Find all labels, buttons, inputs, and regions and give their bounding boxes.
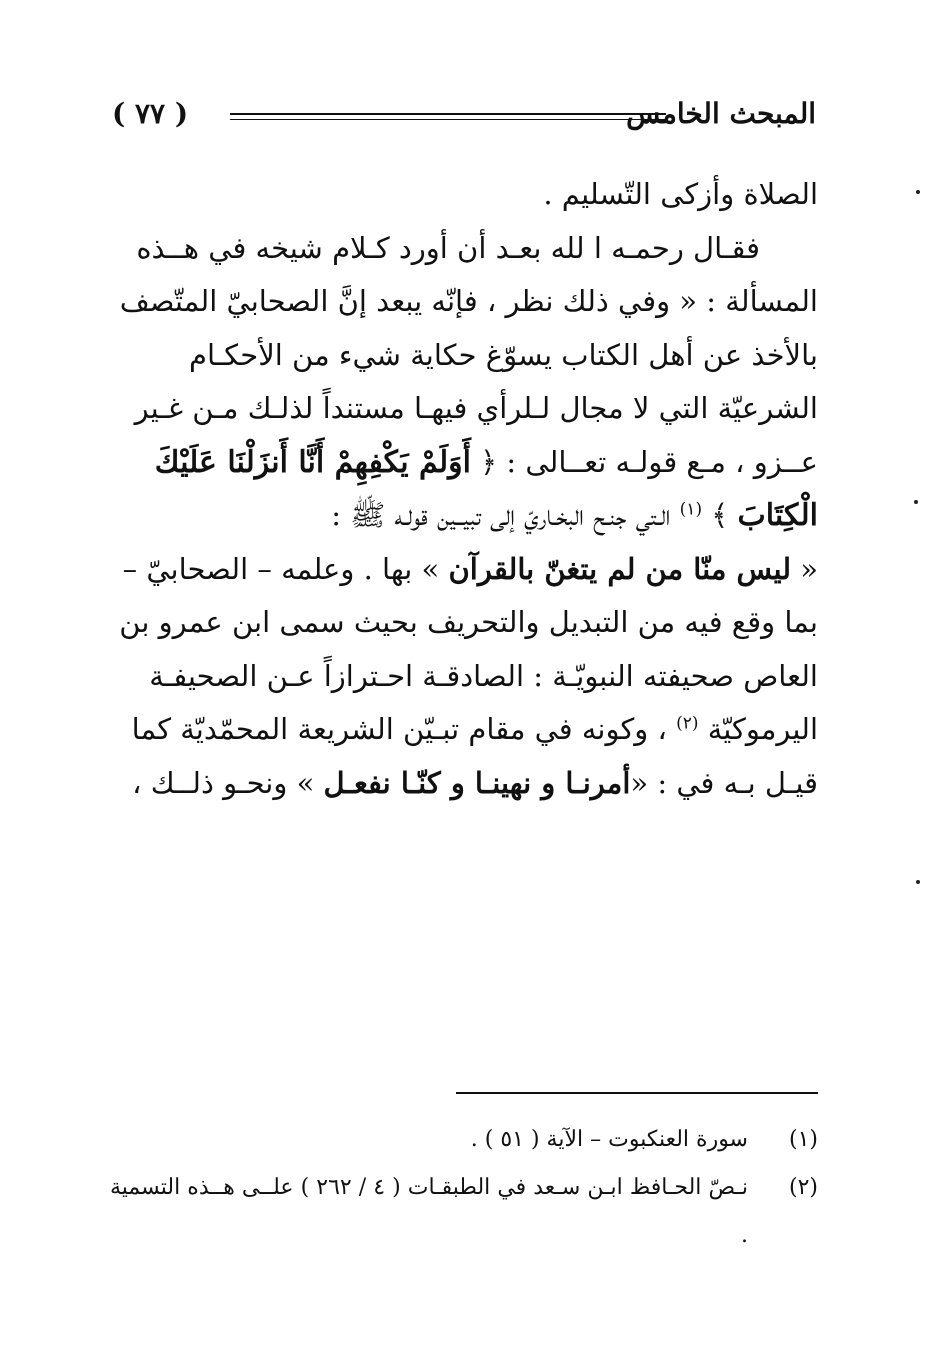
footnote-ref: (١): [679, 499, 703, 520]
text-segment: ، وكونه في مقام تبـيّن الشريعة المحمّديّة كما: [131, 712, 667, 746]
footnote-item: [110, 1164, 818, 1260]
text-line: [108, 543, 818, 597]
text-segment: ﴾: [711, 498, 729, 532]
text-segment: اليرموكيّة: [707, 712, 818, 746]
text-segment: الـتي جنـح البخـاريّ إلى تبيــين قولـه ﷺ :: [331, 498, 671, 532]
text-line: العاص صحيفته النبويّـة : الصادقـة احـترازاً عـن الصحيفـة: [149, 658, 818, 693]
footnotes: [110, 1116, 818, 1260]
footnote-number: (٢): [788, 1175, 818, 1200]
text-line: المسألة : « وفي ذلك نظر ، فإنّه يبعد إنَّ الصحابيّ المتّصف: [119, 284, 818, 318]
text-line: [108, 703, 818, 757]
text-segment: قيـل بـه في : «: [630, 765, 818, 800]
text-segment: «: [800, 551, 818, 586]
text-line: [108, 436, 818, 490]
text-line: فقـال رحمـه ا لله بعـد أن أورد كـلام شيخه في هــذه: [136, 230, 760, 265]
margin-mark: [916, 190, 920, 194]
text-line: [108, 757, 818, 811]
text-segment: » ونحـو ذلــك ،: [132, 765, 315, 800]
chapter-title: المبحث الخامس: [626, 97, 816, 130]
footnote-item: [110, 1116, 818, 1164]
text-line: [108, 489, 818, 543]
footnote-text: سورة العنكبوت – الآية ( ٥١ ) .: [470, 1127, 748, 1152]
body-text: [108, 168, 818, 810]
margin-mark: [914, 500, 918, 504]
text-segment: عــزو ، مـع قولـه تعــالى : ﴿: [480, 444, 818, 479]
hadith-quote: ليس منّا من لم يتغنّ بالقرآن: [448, 551, 792, 586]
page-number: ( ٧٧ ): [112, 97, 189, 130]
margin-mark: [916, 880, 920, 884]
quran-verse: أَوَلَمْ يَكْفِهِمْ أَنَّا أَنزَلْنَا عَلَيْكَ: [154, 444, 471, 480]
footnote-ref: (٢): [676, 713, 699, 734]
page-header: [112, 88, 816, 140]
text-line: بالأخذ عن أهل الكتاب يسوّغ حكاية شيء من الأحكـام: [189, 337, 818, 372]
text-segment: » بها . وعلمه – الصحابيّ –: [122, 551, 440, 586]
header-rule: [230, 113, 666, 120]
text-line: الصلاة وأزكى التّسليم .: [543, 177, 818, 211]
text-line: الشرعيّة التي لا مجال لـلرأي فيهـا مستنداً لذلـك مـن غـير: [134, 391, 818, 425]
quran-verse: الْكِتَابَ: [737, 498, 818, 533]
text-line: بما وقع فيه من التبديل والتحريف بحيث سمى ابن عمرو بن: [119, 605, 818, 639]
footnote-text: نـصّ الحـافظ ابـن سـعد في الطبقـات ( ٤ / ٢٦٢ ) علــى هــذه التسمية .: [110, 1175, 748, 1248]
quoted-phrase: أمرنـا و نهينـا و كنّـا نفعـل: [323, 765, 631, 800]
footnote-rule: [456, 1092, 818, 1094]
footnote-number: (١): [788, 1127, 818, 1152]
